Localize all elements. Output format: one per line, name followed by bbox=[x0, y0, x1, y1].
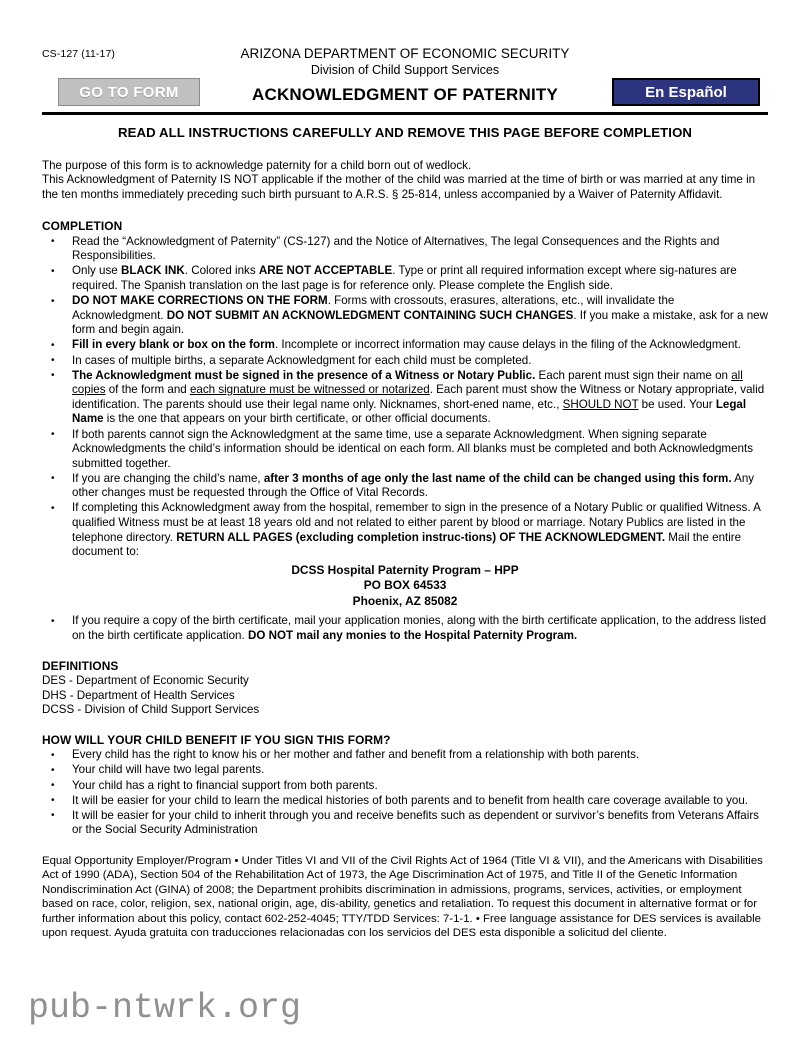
completion-bullet: • The Acknowledgment must be signed in the presence of a Witness or Notary Public. Each parent must sign their name on all copies of the form and each signature must be witnessed or notarized. Each parent must show the Witness or Notary appropriate, valid identification. The parents should use their legal name only. Nicknames, short-ened name, etc., SHOULD NOT be used. Your Legal Name is the one that appears on your birth certificate, or other official documents. bbox=[42, 369, 768, 427]
form-number: CS-127 (11-17) bbox=[42, 48, 115, 60]
definitions-list bbox=[42, 674, 768, 718]
address-line-1: DCSS Hospital Paternity Program – HPP bbox=[291, 562, 519, 577]
equal-opportunity-statement: Equal Opportunity Employer/Program • Under Titles VI and VII of the Civil Rights Act of 1964 (Title VI & VII), and the Americans with Disabilities Act of 1990 (ADA), Section 504 of the Rehabilitation Act of 1973, the Age Discrimination Act of 1975, and Title II of the Genetic Information Nondiscrimination Act (GINA) of 2008; the Department prohibits discrimination in admissions, programs, services, activities, or employment based on race, color, religion, sex, national origin, age, dis-ability, genetics and retaliation. To request this document in alternative format or for further information about this policy, contact 602-252-4045; TTY/TDD Services: 7-1-1. • Free language assistance for DES services is available upon request. Ayuda gratuita con traducciones relacionadas con los servicios del DES esta disponible a solicitud del cliente. bbox=[42, 854, 763, 939]
document-body bbox=[42, 126, 768, 940]
purpose-section bbox=[42, 159, 768, 203]
instructions-banner: READ ALL INSTRUCTIONS CAREFULLY AND REMOVE THIS PAGE BEFORE COMPLETION bbox=[117, 125, 693, 140]
completion-section bbox=[42, 219, 768, 643]
definitions-heading: DEFINITIONS bbox=[42, 658, 119, 673]
agency-heading bbox=[0, 45, 810, 79]
watermark: pub-ntwrk.org bbox=[28, 988, 302, 1028]
purpose-line-2: This Acknowledgment of Paternity IS NOT applicable if the mother of the child was married at the time of birth or was married at any time in the ten months immediately preceding such birth pursuant to A.R.S. § 25-814, unless accompanied by a Waiver of Paternity Affidavit. bbox=[42, 173, 756, 201]
completion-bullet: • DO NOT MAKE CORRECTIONS ON THE FORM. Forms with crossouts, erasures, alterations, etc., will invalidate the Acknowledgment. DO NOT SUBMIT AN ACKNOWLEDGMENT CONTAINING SUCH CHANGES. If you make a mistake, ask for a new form and begin again. bbox=[42, 294, 768, 338]
definitions-section bbox=[42, 659, 768, 718]
completion-bullet-list bbox=[42, 235, 768, 560]
completion-bullet: • Only use BLACK INK. Colored inks ARE NOT ACCEPTABLE. Type or print all required information except where sig-natures are required. The Spanish translation on the last page is for reference only. Please complete the English side. bbox=[42, 264, 768, 293]
address-line-2: PO BOX 64533 bbox=[363, 578, 447, 593]
benefit-bullet: • Every child has the right to know his or her mother and father and benefit from a relationship with both parents. bbox=[42, 748, 768, 763]
completion-bullet: • If you are changing the child’s name, after 3 months of age only the last name of the child can be changed using this form. Any other changes must be requested through the Office of Vital Records. bbox=[42, 472, 768, 501]
benefit-bullet: • Your child will have two legal parents. bbox=[42, 763, 768, 778]
agency-name: ARIZONA DEPARTMENT OF ECONOMIC SECURITY bbox=[240, 46, 570, 61]
mailing-address bbox=[42, 563, 768, 610]
completion-bullet-after-address bbox=[42, 614, 768, 643]
benefits-heading: HOW WILL YOUR CHILD BENEFIT IF YOU SIGN THIS FORM? bbox=[42, 732, 391, 747]
completion-bullet: • In cases of multiple births, a separate Acknowledgment for each child must be completed. bbox=[42, 354, 768, 369]
definition-line: DCSS - Division of Child Support Services bbox=[42, 703, 260, 717]
header-divider bbox=[42, 112, 768, 115]
page-title: ACKNOWLEDGMENT OF PATERNITY bbox=[251, 85, 559, 104]
en-espanol-button[interactable]: En Español bbox=[612, 78, 760, 106]
completion-bullet: • If both parents cannot sign the Acknowledgment at the same time, use a separate Acknowledgment. When signing separate Acknowledgments the child’s information should be identical on each form. All blanks must be completed and both Acknowledgments submitted together. bbox=[42, 428, 768, 472]
document-header bbox=[0, 0, 810, 113]
definition-line: DHS - Department of Health Services bbox=[42, 688, 235, 702]
agency-division: Division of Child Support Services bbox=[310, 63, 500, 77]
benefit-bullet: • It will be easier for your child to learn the medical histories of both parents and to benefit from health care coverage available to you. bbox=[42, 794, 768, 809]
address-line-3: Phoenix, AZ 85082 bbox=[352, 593, 458, 608]
completion-bullet: • Read the “Acknowledgment of Paternity” (CS-127) and the Notice of Alternatives, The legal Consequences and the Rights and Responsibilities. bbox=[42, 235, 768, 264]
purpose-line-1: The purpose of this form is to acknowledge paternity for a child born out of wedlock. bbox=[42, 158, 472, 172]
benefit-bullet: • Your child has a right to financial support from both parents. bbox=[42, 779, 768, 794]
completion-bullet: • Fill in every blank or box on the form. Incomplete or incorrect information may cause delays in the filing of the Acknowledgment. bbox=[42, 338, 768, 353]
benefits-section bbox=[42, 733, 768, 838]
completion-heading: COMPLETION bbox=[42, 219, 123, 234]
completion-bullet: • If you require a copy of the birth certificate, mail your application monies, along with the birth certificate application, to the address listed on the birth certificate application. DO NOT mail any monies to the Hospital Paternity Program. bbox=[42, 614, 768, 643]
completion-bullet: • If completing this Acknowledgment away from the hospital, remember to sign in the presence of a Notary Public or qualified Witness. A qualified Witness must be at least 18 years old and not related to either parent by blood or marriage. Notary Publics are listed in the telephone directory. RETURN ALL PAGES (excluding completion instruc-tions) OF THE ACKNOWLEDGMENT. Mail the entire document to: bbox=[42, 501, 768, 559]
benefit-bullet: • It will be easier for your child to inherit through you and receive benefits such as dependent or survivor’s benefits from Veterans Affairs or the Social Security Administration bbox=[42, 809, 768, 838]
benefits-bullet-list bbox=[42, 748, 768, 838]
definition-line: DES - Department of Economic Security bbox=[42, 674, 249, 688]
go-to-form-button[interactable]: GO TO FORM bbox=[58, 78, 200, 106]
